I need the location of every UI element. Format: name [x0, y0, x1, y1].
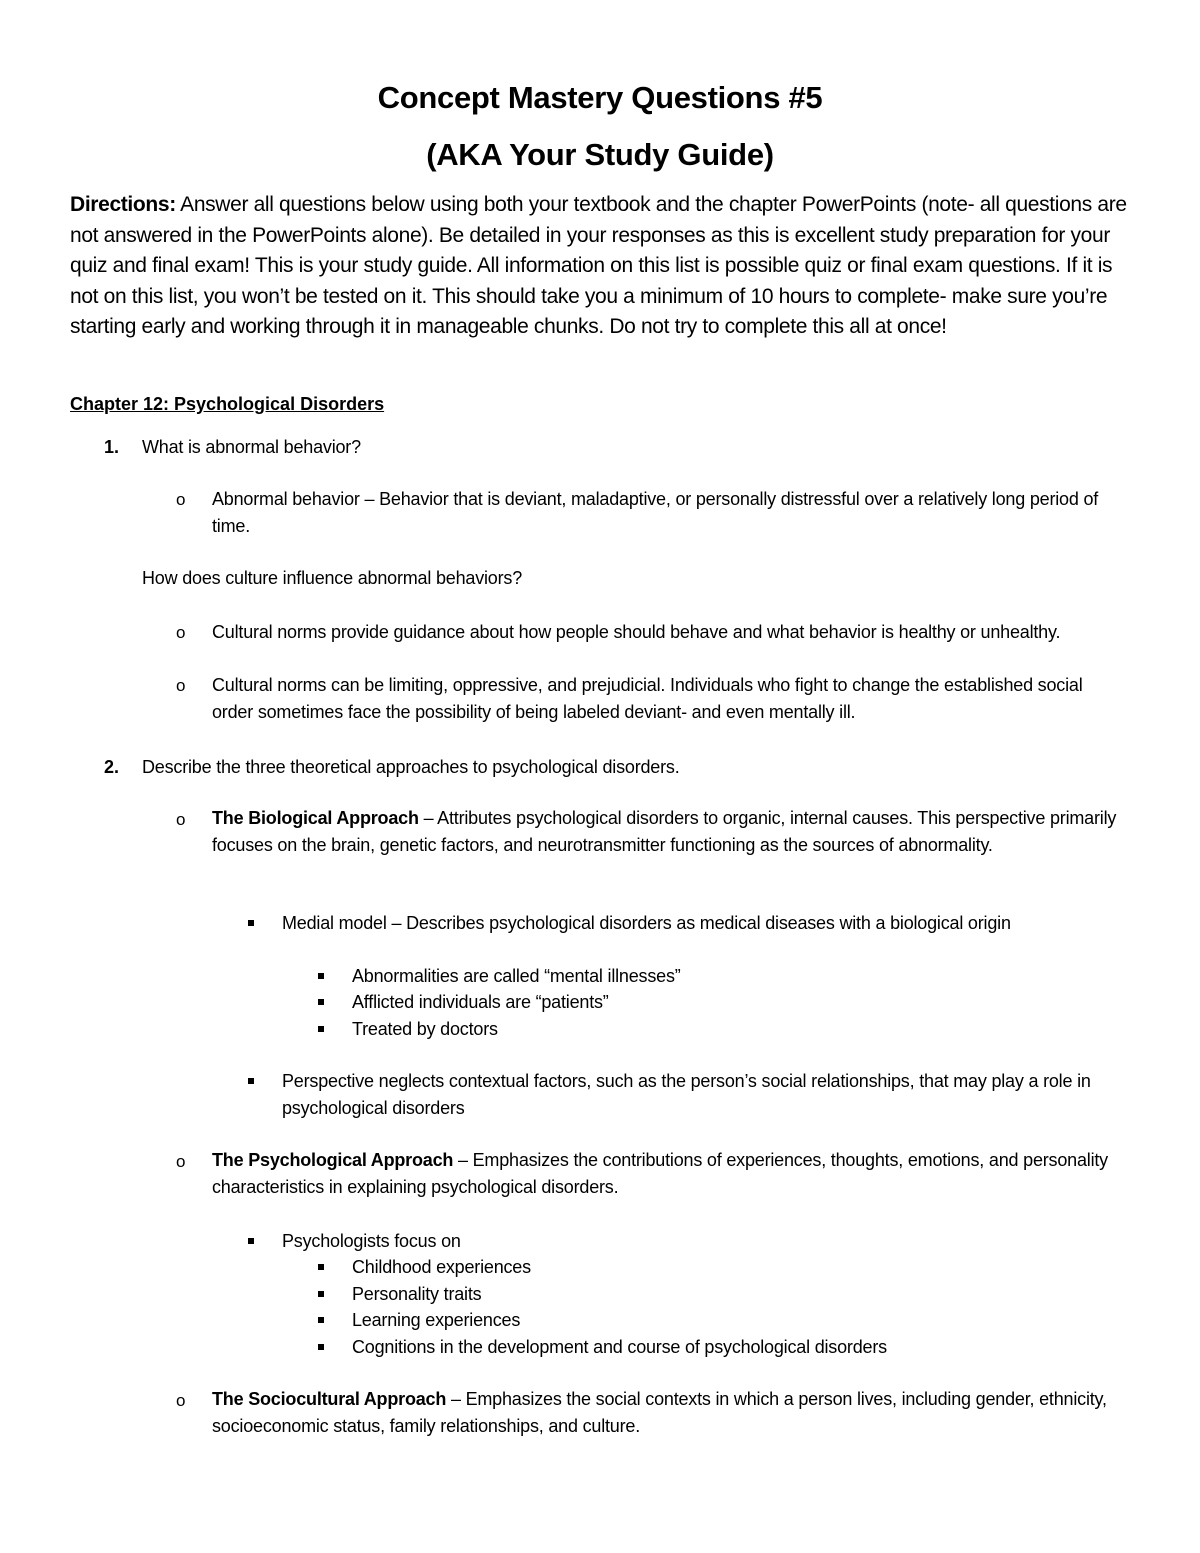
- square-bullet-icon: [318, 1291, 324, 1297]
- sociocultural-approach-desc: – Emphasizes the social contexts in which a person lives, including gender, ethnicity, socioeconomic status, family relationships, and culture.: [212, 1389, 1107, 1436]
- square-bullet-icon: [318, 999, 324, 1005]
- psychological-approach-desc: – Emphasizes the contributions of experiences, thoughts, emotions, and personality characteristics in explaining psychological disorders.: [212, 1150, 1108, 1197]
- focus-point-3: Learning experiences: [352, 1310, 521, 1330]
- biological-approach-desc: – Attributes psychological disorders to organic, internal causes. This perspective primarily focuses on the brain, genetic factors, and neurotransmitter functioning as the sources of abnormality.: [212, 808, 1117, 855]
- q1-answer: Abnormal behavior – Behavior that is deviant, maladaptive, or personally distressful over a relatively long period of time.: [212, 489, 1099, 536]
- medical-point-2: Afflicted individuals are “patients”: [352, 992, 609, 1012]
- square-bullet-icon: [318, 1344, 324, 1350]
- culture-point-1: Cultural norms provide guidance about how people should behave and what behavior is healthy or unhealthy.: [212, 622, 1061, 642]
- circle-bullet-icon: o: [176, 676, 186, 695]
- biological-approach-name: The Biological Approach: [212, 808, 419, 828]
- circle-bullet-icon: o: [176, 623, 186, 642]
- circle-bullet-icon: o: [176, 490, 186, 509]
- question-2-number: 2.: [104, 757, 120, 777]
- sociocultural-approach: [212, 1386, 1117, 1439]
- square-bullet-icon: [248, 1078, 254, 1084]
- psychological-approach: [212, 1147, 1117, 1200]
- biological-neglect: Perspective neglects contextual factors, such as the person’s social relationships, that may play a role in psychological disorders: [282, 1071, 1091, 1118]
- psychologists-focus-label: Psychologists focus on: [282, 1231, 461, 1251]
- square-bullet-icon: [318, 1317, 324, 1323]
- chapter-heading: Chapter 12: Psychological Disorders: [70, 394, 385, 414]
- psychological-approach-name: The Psychological Approach: [212, 1150, 454, 1170]
- q1-followup-question: How does culture influence abnormal behaviors?: [142, 568, 523, 588]
- directions-paragraph: [70, 190, 1140, 343]
- square-bullet-icon: [248, 920, 254, 926]
- directions-text: Answer all questions below using both your textbook and the chapter PowerPoints (note- all questions are not answered in the PowerPoints alone). Be detailed in your responses as this is excellent study preparation for your quiz and final exam! This is your study guide. All information on this list is possible quiz or final exam questions. If it is not on this list, you won’t be tested on it. This should take you a minimum of 10 hours to complete- make sure you’re starting early and working through it in manageable chunks. Do not try to complete this all at once!: [70, 193, 1127, 338]
- square-bullet-icon: [318, 1026, 324, 1032]
- culture-point-2: Cultural norms can be limiting, oppressive, and prejudicial. Individuals who fight to change the established social order sometimes face the possibility of being labeled deviant- and even mentally ill.: [212, 675, 1083, 722]
- circle-bullet-icon: o: [176, 810, 186, 829]
- circle-bullet-icon: o: [176, 1152, 186, 1171]
- question-1-number: 1.: [104, 437, 120, 457]
- document-title: Concept Mastery Questions #5: [377, 80, 823, 115]
- circle-bullet-icon: o: [176, 1391, 186, 1410]
- focus-point-1: Childhood experiences: [352, 1257, 531, 1277]
- biological-approach: [212, 805, 1137, 858]
- square-bullet-icon: [248, 1238, 254, 1244]
- document-subtitle: (AKA Your Study Guide): [426, 137, 774, 172]
- directions-label: Directions:: [70, 193, 176, 216]
- question-1-text: What is abnormal behavior?: [142, 437, 361, 457]
- square-bullet-icon: [318, 973, 324, 979]
- square-bullet-icon: [318, 1264, 324, 1270]
- focus-point-4: Cognitions in the development and course of psychological disorders: [352, 1337, 887, 1357]
- medical-model: Medial model – Describes psychological disorders as medical diseases with a biological origin: [282, 913, 1011, 933]
- focus-point-2: Personality traits: [352, 1284, 482, 1304]
- medical-point-3: Treated by doctors: [352, 1019, 498, 1039]
- question-2-text: Describe the three theoretical approaches to psychological disorders.: [142, 757, 680, 777]
- sociocultural-approach-name: The Sociocultural Approach: [212, 1389, 447, 1409]
- medical-point-1: Abnormalities are called “mental illnesses”: [352, 966, 681, 986]
